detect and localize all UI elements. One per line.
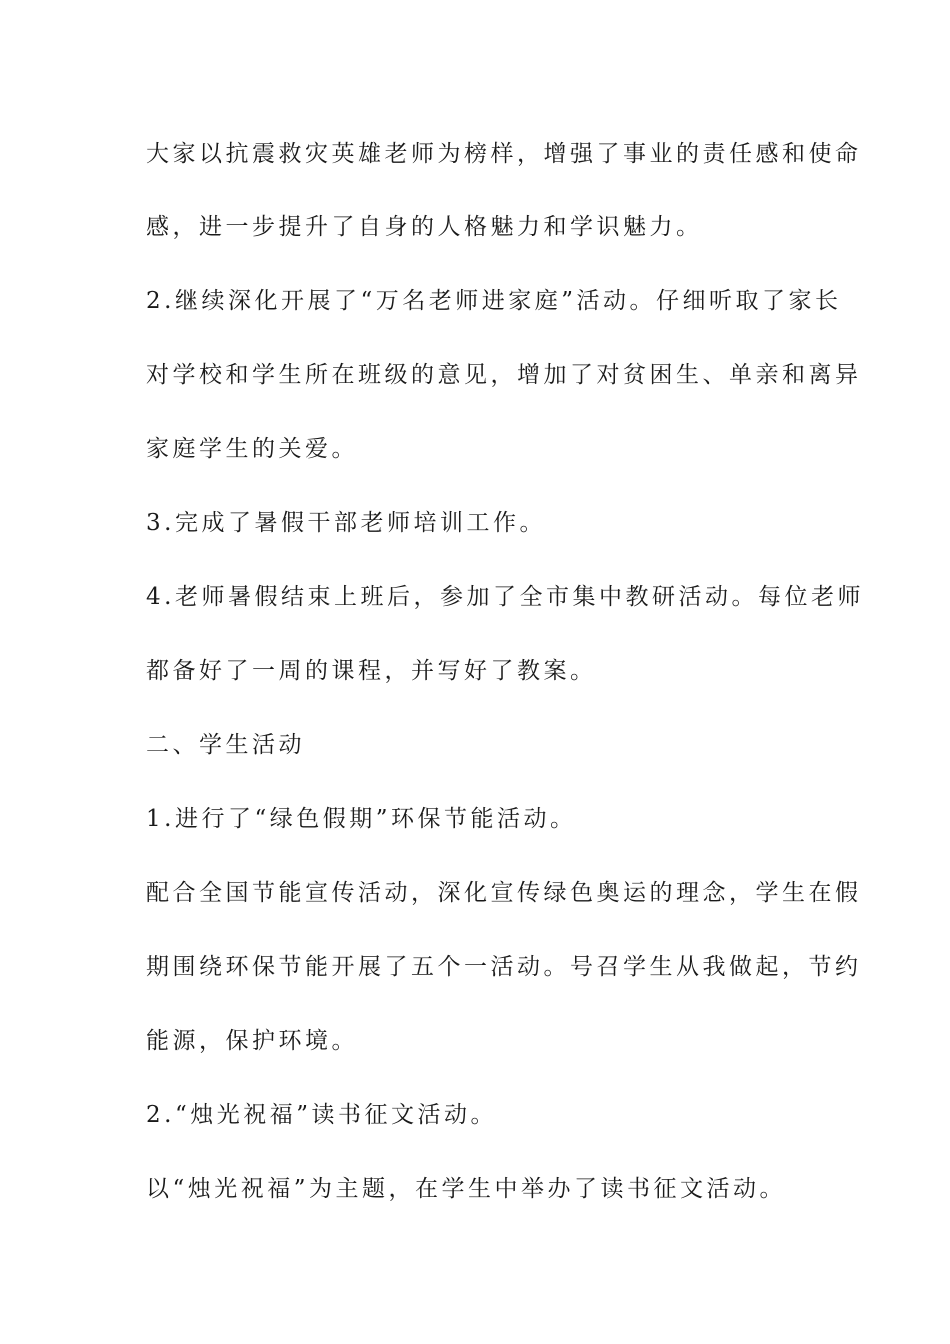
paragraph-line: 对学校和学生所在班级的意见，增加了对贫困生、单亲和离异 bbox=[146, 362, 862, 388]
section-heading: 二、学生活动 bbox=[146, 732, 305, 758]
paragraph-line: 大家以抗震救灾英雄老师为榜样，增强了事业的责任感和使命 bbox=[146, 141, 862, 167]
paragraph-line: 能源，保护环境。 bbox=[146, 1028, 358, 1054]
list-item-line: 1.进行了“绿色假期”环保节能活动。 bbox=[146, 806, 577, 832]
paragraph-line: 都备好了一周的课程，并写好了教案。 bbox=[146, 658, 597, 684]
paragraph-line: 配合全国节能宣传活动，深化宣传绿色奥运的理念，学生在假 bbox=[146, 880, 862, 906]
paragraph-line: 感，进一步提升了自身的人格魅力和学识魅力。 bbox=[146, 214, 703, 240]
list-item-line: 2.“烛光祝福”读书征文活动。 bbox=[146, 1102, 497, 1128]
list-item-line: 3.完成了暑假干部老师培训工作。 bbox=[146, 510, 546, 536]
list-item-line: 2.继续深化开展了“万名老师进家庭”活动。仔细听取了家长 bbox=[146, 288, 842, 314]
paragraph-line: 期围绕环保节能开展了五个一活动。号召学生从我做起，节约 bbox=[146, 954, 862, 980]
paragraph-line: 以“烛光祝福”为主题，在学生中举办了读书征文活动。 bbox=[146, 1176, 787, 1202]
paragraph-line: 家庭学生的关爱。 bbox=[146, 436, 358, 462]
list-item-line: 4.老师暑假结束上班后，参加了全市集中教研活动。每位老师 bbox=[146, 584, 864, 610]
